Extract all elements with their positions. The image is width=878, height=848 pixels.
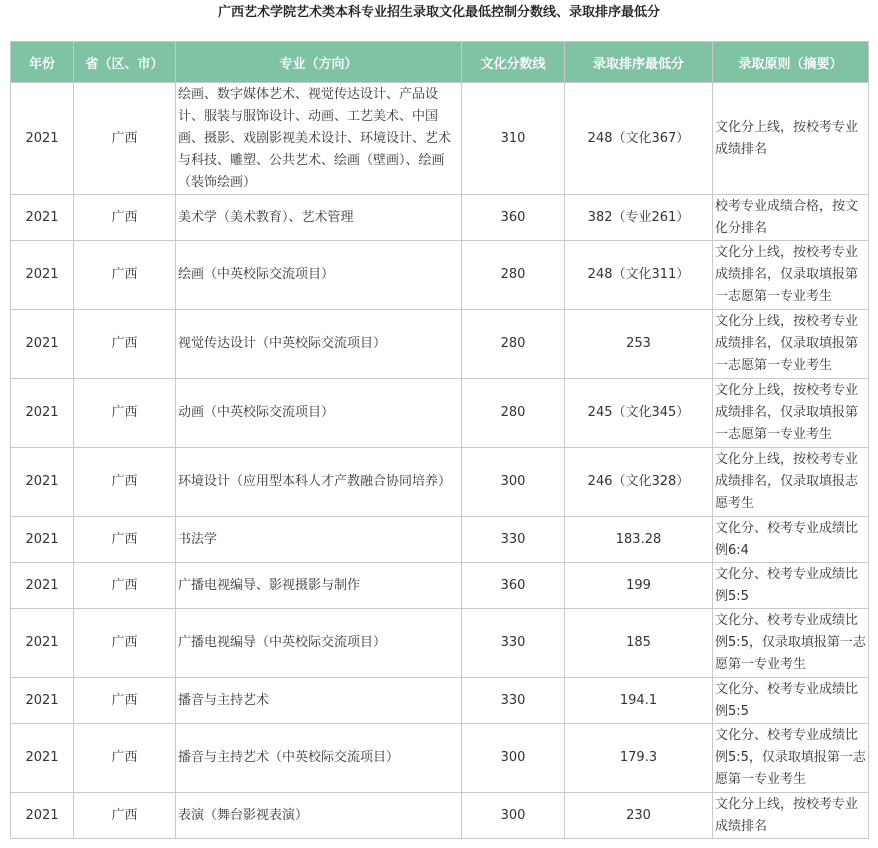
cell-major: 美术学（美术教育）、艺术管理 <box>176 195 462 241</box>
cell-major: 绘画、数字媒体艺术、视觉传达设计、产品设计、服装与服饰设计、动画、工艺美术、中国画、摄影、戏剧影视美术设计、环境设计、艺术与科技、雕塑、公共艺术、绘画（壁画）、绘画（装饰绘画） <box>176 83 462 195</box>
cell-year: 2021 <box>11 310 74 379</box>
cell-province: 广西 <box>74 517 176 563</box>
table-row <box>11 241 869 310</box>
header-culture-line: 文化分数线 <box>462 42 565 83</box>
table-row <box>11 678 869 724</box>
cell-major: 广播电视编导（中英校际交流项目） <box>176 609 462 678</box>
cell-culture-line: 280 <box>462 310 565 379</box>
cell-culture-line: 330 <box>462 678 565 724</box>
cell-culture-line: 300 <box>462 448 565 517</box>
cell-year: 2021 <box>11 609 74 678</box>
cell-major: 绘画（中英校际交流项目） <box>176 241 462 310</box>
cell-admission-rule: 文化分上线，按校考专业成绩排名 <box>713 793 869 839</box>
cell-province: 广西 <box>74 83 176 195</box>
cell-province: 广西 <box>74 195 176 241</box>
cell-major: 广播电视编导、影视摄影与制作 <box>176 563 462 609</box>
table-row <box>11 563 869 609</box>
cell-year: 2021 <box>11 793 74 839</box>
cell-province: 广西 <box>74 563 176 609</box>
cell-major: 动画（中英校际交流项目） <box>176 379 462 448</box>
admission-score-table <box>10 41 869 839</box>
cell-year: 2021 <box>11 83 74 195</box>
cell-province: 广西 <box>74 724 176 793</box>
cell-admission-rule: 文化分、校考专业成绩比例5:5 <box>713 563 869 609</box>
cell-min-rank-score: 194.1 <box>565 678 713 724</box>
cell-admission-rule: 文化分、校考专业成绩比例5:5 <box>713 678 869 724</box>
cell-year: 2021 <box>11 517 74 563</box>
cell-min-rank-score: 253 <box>565 310 713 379</box>
cell-min-rank-score: 382（专业261） <box>565 195 713 241</box>
cell-major: 视觉传达设计（中英校际交流项目） <box>176 310 462 379</box>
cell-culture-line: 280 <box>462 241 565 310</box>
cell-admission-rule: 文化分上线，按校考专业成绩排名，仅录取填报第一志愿第一专业考生 <box>713 310 869 379</box>
cell-min-rank-score: 248（文化367） <box>565 83 713 195</box>
table-row <box>11 83 869 195</box>
cell-year: 2021 <box>11 448 74 517</box>
cell-admission-rule: 文化分上线，按校考专业成绩排名，仅录取填报志愿考生 <box>713 448 869 517</box>
cell-province: 广西 <box>74 241 176 310</box>
cell-min-rank-score: 245（文化345） <box>565 379 713 448</box>
cell-province: 广西 <box>74 678 176 724</box>
cell-year: 2021 <box>11 195 74 241</box>
table-row <box>11 310 869 379</box>
table-row <box>11 448 869 517</box>
cell-culture-line: 310 <box>462 83 565 195</box>
cell-province: 广西 <box>74 379 176 448</box>
cell-major: 播音与主持艺术（中英校际交流项目） <box>176 724 462 793</box>
cell-min-rank-score: 199 <box>565 563 713 609</box>
cell-admission-rule: 文化分上线，按校考专业成绩排名，仅录取填报第一志愿第一专业考生 <box>713 379 869 448</box>
cell-major: 播音与主持艺术 <box>176 678 462 724</box>
cell-major: 书法学 <box>176 517 462 563</box>
cell-culture-line: 330 <box>462 609 565 678</box>
cell-province: 广西 <box>74 793 176 839</box>
table-row <box>11 724 869 793</box>
table-row <box>11 793 869 839</box>
cell-admission-rule: 文化分、校考专业成绩比例5:5，仅录取填报第一志愿第一专业考生 <box>713 609 869 678</box>
cell-culture-line: 300 <box>462 793 565 839</box>
cell-year: 2021 <box>11 563 74 609</box>
cell-admission-rule: 文化分上线，按校考专业成绩排名 <box>713 83 869 195</box>
cell-province: 广西 <box>74 448 176 517</box>
cell-admission-rule: 文化分、校考专业成绩比例6:4 <box>713 517 869 563</box>
cell-culture-line: 280 <box>462 379 565 448</box>
header-province: 省（区、市） <box>74 42 176 83</box>
cell-min-rank-score: 183.28 <box>565 517 713 563</box>
cell-culture-line: 360 <box>462 195 565 241</box>
cell-year: 2021 <box>11 678 74 724</box>
cell-province: 广西 <box>74 310 176 379</box>
table-row <box>11 195 869 241</box>
cell-major: 环境设计（应用型本科人才产教融合协同培养） <box>176 448 462 517</box>
cell-year: 2021 <box>11 724 74 793</box>
cell-admission-rule: 校考专业成绩合格，按文化分排名 <box>713 195 869 241</box>
cell-min-rank-score: 230 <box>565 793 713 839</box>
cell-admission-rule: 文化分、校考专业成绩比例5:5，仅录取填报第一志愿第一专业考生 <box>713 724 869 793</box>
header-major: 专业（方向） <box>176 42 462 83</box>
page-title: 广西艺术学院艺术类本科专业招生录取文化最低控制分数线、录取排序最低分 <box>217 5 660 20</box>
cell-culture-line: 360 <box>462 563 565 609</box>
cell-year: 2021 <box>11 241 74 310</box>
cell-admission-rule: 文化分上线，按校考专业成绩排名，仅录取填报第一志愿第一专业考生 <box>713 241 869 310</box>
header-year: 年份 <box>11 42 74 83</box>
cell-min-rank-score: 179.3 <box>565 724 713 793</box>
cell-province: 广西 <box>74 609 176 678</box>
cell-min-rank-score: 248（文化311） <box>565 241 713 310</box>
table-row <box>11 379 869 448</box>
table-row <box>11 517 869 563</box>
table-header-row <box>11 42 869 83</box>
cell-culture-line: 300 <box>462 724 565 793</box>
header-admission-rule: 录取原则（摘要） <box>713 42 869 83</box>
cell-min-rank-score: 246（文化328） <box>565 448 713 517</box>
cell-culture-line: 330 <box>462 517 565 563</box>
cell-major: 表演（舞台影视表演） <box>176 793 462 839</box>
cell-min-rank-score: 185 <box>565 609 713 678</box>
table-row <box>11 609 869 678</box>
header-min-rank-score: 录取排序最低分 <box>565 42 713 83</box>
cell-year: 2021 <box>11 379 74 448</box>
